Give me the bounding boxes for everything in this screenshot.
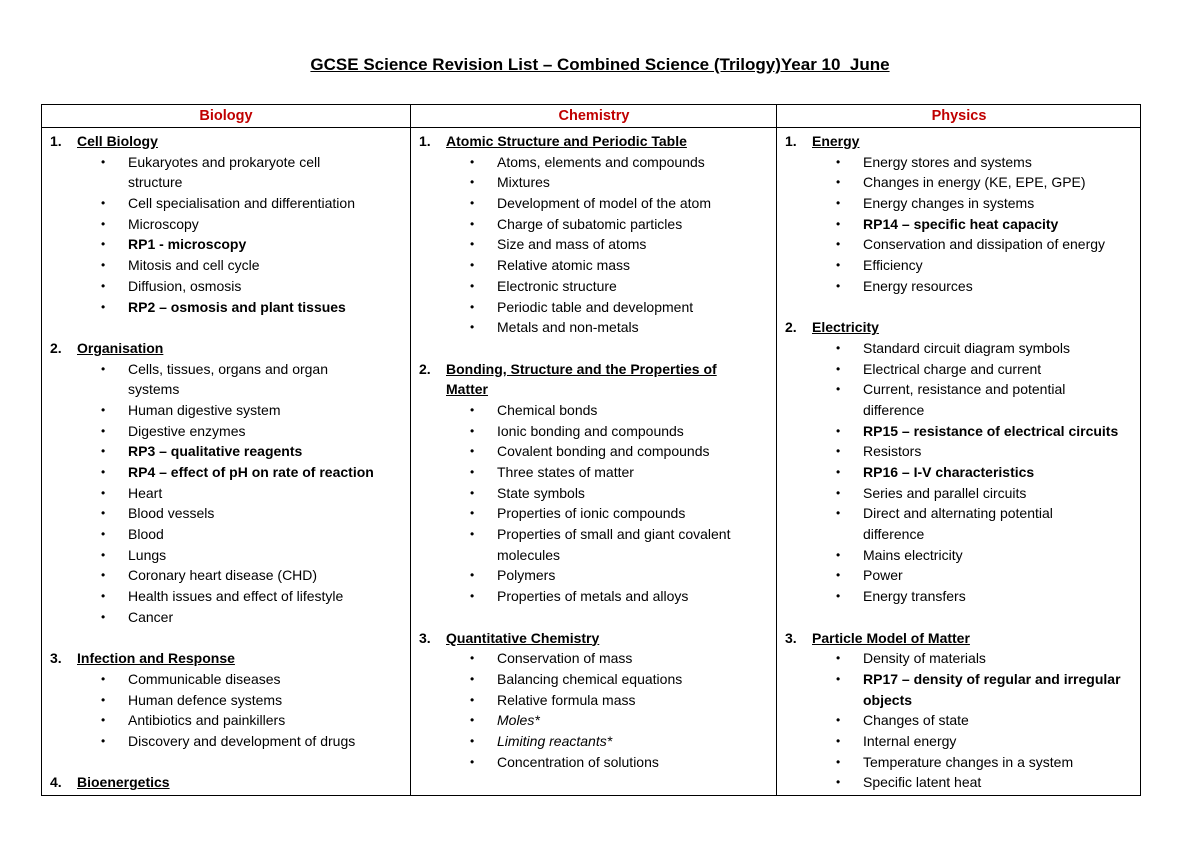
bullet-icon: • — [836, 423, 841, 438]
bullet-icon: • — [470, 589, 475, 604]
bullet-icon: • — [101, 692, 106, 707]
bullet-icon: • — [101, 154, 106, 169]
list-item-text: Digestive enzymes — [128, 422, 246, 439]
list-item-text: Balancing chemical equations — [497, 670, 683, 687]
section-heading — [42, 772, 410, 793]
list-item — [42, 400, 410, 421]
list-item-continued — [42, 172, 410, 193]
list-item — [411, 297, 777, 318]
list-item — [777, 421, 1141, 442]
list-item-text: Changes of state — [863, 712, 969, 729]
section-title: Bonding, Structure and the Properties of — [446, 360, 717, 377]
list-item-continued — [777, 400, 1141, 421]
bullet-icon: • — [101, 713, 106, 728]
bullet-icon: • — [101, 444, 106, 459]
section-spacer — [411, 607, 777, 628]
list-item — [411, 731, 777, 752]
bullet-icon: • — [101, 278, 106, 293]
list-item-text: RP1 - microscopy — [128, 236, 247, 253]
list-item-text: Internal energy — [863, 732, 957, 749]
list-item — [42, 152, 410, 173]
bullet-icon: • — [101, 237, 106, 252]
list-item-text: Energy stores and systems — [863, 153, 1032, 170]
bullet-icon: • — [470, 423, 475, 438]
bullet-icon: • — [470, 237, 475, 252]
list-item — [777, 648, 1141, 669]
list-item-text: Ionic bonding and compounds — [497, 422, 684, 439]
list-item — [777, 565, 1141, 586]
list-item — [411, 441, 777, 462]
list-item — [777, 379, 1141, 400]
bullet-icon: • — [836, 361, 841, 376]
list-item — [777, 669, 1141, 690]
list-item — [411, 421, 777, 442]
bullet-icon: • — [470, 196, 475, 211]
list-item-text: Atoms, elements and compounds — [497, 153, 705, 170]
bullet-icon: • — [101, 485, 106, 500]
list-item — [42, 731, 410, 752]
list-item-text: Polymers — [497, 567, 556, 584]
list-item-text-cont: difference — [863, 526, 925, 543]
list-item-text: Limiting reactants* — [497, 732, 613, 749]
list-item-text: Temperature changes in a system — [863, 753, 1074, 770]
list-item-text: Concentration of solutions — [497, 753, 659, 770]
bullet-icon: • — [836, 278, 841, 293]
section-number: 3. — [785, 629, 797, 646]
list-item-text: Relative formula mass — [497, 691, 636, 708]
bullet-icon: • — [470, 402, 475, 417]
list-item-text: Eukaryotes and prokaryote cell — [128, 153, 321, 170]
bullet-icon: • — [101, 258, 106, 273]
bullet-icon: • — [101, 671, 106, 686]
list-item-text: Periodic table and development — [497, 298, 694, 315]
list-item-text: Changes in energy (KE, EPE, GPE) — [863, 174, 1086, 191]
chemistry-column — [410, 105, 777, 795]
bullet-icon: • — [101, 423, 106, 438]
list-item-text: RP14 – specific heat capacity — [863, 215, 1059, 232]
list-item — [411, 193, 777, 214]
list-item-text: Blood vessels — [128, 505, 215, 522]
list-item-text: Density of materials — [863, 650, 986, 667]
bullet-icon: • — [101, 361, 106, 376]
list-item — [42, 690, 410, 711]
list-item — [42, 669, 410, 690]
column-body — [42, 128, 410, 793]
list-item — [777, 193, 1141, 214]
bullet-icon: • — [470, 175, 475, 190]
section-heading — [42, 648, 410, 669]
list-item-text: Three states of matter — [497, 464, 634, 480]
section-number: 1. — [419, 133, 431, 149]
list-item-text: Current, resistance and potential — [863, 381, 1066, 398]
section-title: Infection and Response — [77, 650, 235, 667]
list-item-text: Cancer — [128, 608, 174, 625]
bullet-icon: • — [836, 465, 841, 479]
list-item — [777, 276, 1141, 297]
section-spacer — [777, 297, 1141, 318]
bullet-icon: • — [470, 692, 475, 707]
list-item-text: Mixtures — [497, 174, 550, 191]
list-item-text: Energy changes in systems — [863, 195, 1035, 212]
list-item — [42, 462, 410, 483]
bullet-icon: • — [470, 216, 475, 231]
column-body — [777, 128, 1141, 793]
list-item — [42, 297, 410, 318]
list-item — [777, 545, 1141, 566]
list-item-text: RP4 – effect of pH on rate of reaction — [128, 464, 374, 480]
section-title: Bioenergetics — [77, 774, 170, 791]
bullet-icon: • — [470, 568, 475, 583]
list-item — [42, 234, 410, 255]
list-item — [411, 565, 777, 586]
list-item-text: Conservation and dissipation of energy — [863, 236, 1106, 253]
section-title: Atomic Structure and Periodic Table — [446, 133, 687, 149]
section-number: 2. — [419, 360, 431, 377]
list-item — [777, 586, 1141, 607]
list-item — [411, 586, 777, 607]
bullet-icon: • — [836, 713, 841, 728]
list-item-text: RP2 – osmosis and plant tissues — [128, 298, 346, 315]
bullet-icon: • — [101, 506, 106, 521]
list-item — [42, 359, 410, 380]
list-item — [411, 483, 777, 504]
list-item-text: Diffusion, osmosis — [128, 277, 242, 294]
list-item-text-cont: molecules — [497, 546, 561, 563]
list-item — [411, 669, 777, 690]
list-item — [411, 648, 777, 669]
list-item-text: RP3 – qualitative reagents — [128, 443, 303, 460]
bullet-icon: • — [836, 589, 841, 604]
list-item-text: Cells, tissues, organs and organ — [128, 360, 328, 377]
list-item — [42, 565, 410, 586]
list-item — [411, 503, 777, 524]
bullet-icon: • — [836, 506, 841, 521]
section-title: Energy — [812, 133, 860, 149]
list-item-text: RP17 – density of regular and irregular — [863, 670, 1121, 687]
list-item — [777, 731, 1141, 752]
section-title: Electricity — [812, 319, 879, 336]
bullet-icon: • — [836, 258, 841, 273]
list-item — [777, 234, 1141, 255]
list-item-text: Electronic structure — [497, 277, 617, 294]
column-header-chemistry: Chemistry — [411, 105, 777, 128]
list-item-text-cont: difference — [863, 401, 925, 418]
list-item-text: Resistors — [863, 443, 922, 460]
bullet-icon: • — [101, 609, 106, 624]
list-item-text: Size and mass of atoms — [497, 236, 647, 253]
list-item-continued — [777, 690, 1141, 711]
list-item-text: RP16 – I-V characteristics — [863, 464, 1035, 480]
list-item-text: Discovery and development of drugs — [128, 732, 356, 749]
list-item-text: Antibiotics and painkillers — [128, 712, 286, 729]
section-heading — [777, 131, 1141, 152]
bullet-icon: • — [836, 651, 841, 666]
bullet-icon: • — [101, 547, 106, 562]
list-item-text: Power — [863, 567, 903, 584]
list-item — [411, 400, 777, 421]
list-item-text: Efficiency — [863, 257, 923, 274]
bullet-icon: • — [101, 196, 106, 211]
list-item-text: Chemical bonds — [497, 401, 598, 418]
list-item-text: Coronary heart disease (CHD) — [128, 567, 318, 584]
section-spacer — [42, 317, 410, 338]
list-item-text: Blood — [128, 526, 164, 543]
section-spacer — [777, 607, 1141, 628]
bullet-icon: • — [470, 299, 475, 314]
physics-column — [776, 105, 1141, 795]
list-item — [42, 255, 410, 276]
section-spacer — [42, 628, 410, 649]
bullet-icon: • — [836, 775, 841, 790]
list-item — [42, 441, 410, 462]
bullet-icon: • — [836, 733, 841, 748]
list-item — [42, 421, 410, 442]
bullet-icon: • — [470, 671, 475, 686]
list-item — [777, 503, 1141, 524]
section-number: 3. — [419, 629, 431, 646]
list-item — [411, 317, 777, 338]
list-item-text: Properties of ionic compounds — [497, 505, 686, 522]
section-title: Organisation — [77, 339, 164, 356]
bullet-icon: • — [470, 651, 475, 666]
bullet-icon: • — [836, 485, 841, 500]
list-item-text-cont: systems — [128, 381, 180, 398]
bullet-icon: • — [470, 527, 475, 542]
list-item-text: Direct and alternating potential — [863, 505, 1053, 522]
list-item-text: Energy transfers — [863, 588, 966, 605]
list-item — [42, 524, 410, 545]
list-item-text: Relative atomic mass — [497, 257, 631, 274]
list-item-text: Electrical charge and current — [863, 360, 1042, 377]
section-heading — [411, 359, 777, 380]
bullet-icon: • — [836, 237, 841, 252]
bullet-icon: • — [470, 506, 475, 521]
list-item — [411, 690, 777, 711]
list-item — [411, 214, 777, 235]
section-title: Particle Model of Matter — [812, 629, 970, 646]
page-title: GCSE Science Revision List – Combined Science (Trilogy)Year 10 June — [310, 55, 890, 74]
section-spacer — [42, 752, 410, 773]
list-item — [42, 214, 410, 235]
bullet-icon: • — [470, 258, 475, 273]
list-item-text: Conservation of mass — [497, 650, 633, 667]
section-title-cont: Matter — [446, 381, 489, 398]
list-item-text: Microscopy — [128, 215, 199, 232]
list-item — [411, 462, 777, 483]
section-number: 2. — [785, 319, 797, 336]
list-item-text: Properties of small and giant covalent — [497, 526, 731, 543]
list-item-text: Communicable diseases — [128, 670, 281, 687]
bullet-icon: • — [836, 547, 841, 562]
list-item — [42, 545, 410, 566]
bullet-icon: • — [836, 444, 841, 459]
bullet-icon: • — [470, 754, 475, 769]
bullet-icon: • — [470, 465, 475, 479]
bullet-icon: • — [836, 196, 841, 211]
list-item — [411, 710, 777, 731]
section-number: 3. — [50, 650, 62, 667]
list-item-text: Development of model of the atom — [497, 195, 712, 212]
section-heading — [42, 131, 410, 152]
list-item — [42, 710, 410, 731]
bullet-icon: • — [836, 154, 841, 169]
section-number: 2. — [50, 339, 62, 356]
list-item — [42, 483, 410, 504]
section-heading — [42, 338, 410, 359]
bullet-icon: • — [836, 382, 841, 397]
list-item — [777, 441, 1141, 462]
section-spacer — [411, 338, 777, 359]
bullet-icon: • — [836, 216, 841, 231]
list-item — [411, 752, 777, 773]
list-item-text: Mitosis and cell cycle — [128, 257, 260, 274]
list-item-text: RP15 – resistance of electrical circuits — [863, 422, 1119, 439]
list-item — [411, 276, 777, 297]
list-item — [777, 172, 1141, 193]
bullet-icon: • — [101, 527, 106, 542]
bullet-icon: • — [101, 299, 106, 314]
list-item — [42, 607, 410, 628]
list-item — [42, 503, 410, 524]
bullet-icon: • — [470, 278, 475, 293]
section-heading — [777, 628, 1141, 649]
list-item — [42, 586, 410, 607]
list-item-text: Cell specialisation and differentiation — [128, 195, 355, 212]
list-item-text: State symbols — [497, 484, 585, 501]
list-item-text: Mains electricity — [863, 546, 963, 563]
section-title: Quantitative Chemistry — [446, 629, 600, 646]
list-item — [42, 193, 410, 214]
list-item-text: Human defence systems — [128, 691, 283, 708]
list-item-text-cont: structure — [128, 174, 183, 191]
bullet-icon: • — [101, 733, 106, 748]
bullet-icon: • — [470, 444, 475, 459]
list-item — [777, 462, 1141, 483]
list-item — [777, 772, 1141, 793]
section-number: 1. — [50, 133, 62, 149]
section-title: Cell Biology — [77, 133, 158, 149]
list-item-text: Properties of metals and alloys — [497, 588, 689, 605]
list-item-text: Human digestive system — [128, 401, 281, 418]
list-item-text: Metals and non-metals — [497, 319, 639, 336]
bullet-icon: • — [470, 320, 475, 335]
biology-column — [42, 105, 410, 795]
list-item — [777, 338, 1141, 359]
list-item-continued — [42, 379, 410, 400]
revision-table — [41, 104, 1141, 796]
bullet-icon: • — [101, 465, 106, 479]
list-item-continued — [777, 524, 1141, 545]
list-item — [411, 524, 777, 545]
column-header-biology: Biology — [42, 105, 410, 128]
bullet-icon: • — [470, 154, 475, 169]
list-item — [777, 214, 1141, 235]
bullet-icon: • — [836, 175, 841, 190]
bullet-icon: • — [470, 485, 475, 500]
column-body — [411, 128, 777, 772]
list-item-text: Moles* — [497, 712, 540, 729]
list-item — [411, 172, 777, 193]
section-number: 1. — [785, 133, 797, 149]
section-heading — [411, 131, 777, 152]
list-item-text: Lungs — [128, 546, 167, 563]
column-header-physics: Physics — [777, 105, 1141, 128]
bullet-icon: • — [470, 713, 475, 728]
list-item-text: Series and parallel circuits — [863, 484, 1027, 501]
bullet-icon: • — [836, 754, 841, 769]
list-item-text: Energy resources — [863, 277, 973, 294]
section-heading — [777, 317, 1141, 338]
list-item — [777, 710, 1141, 731]
bullet-icon: • — [836, 671, 841, 686]
list-item — [777, 152, 1141, 173]
list-item-text: Covalent bonding and compounds — [497, 443, 710, 460]
list-item — [411, 234, 777, 255]
bullet-icon: • — [101, 568, 106, 583]
section-heading — [411, 628, 777, 649]
list-item-continued — [411, 545, 777, 566]
list-item — [777, 752, 1141, 773]
bullet-icon: • — [470, 733, 475, 748]
list-item-text: Standard circuit diagram symbols — [863, 339, 1070, 356]
list-item — [411, 255, 777, 276]
list-item-text: Specific latent heat — [863, 774, 982, 791]
list-item — [411, 152, 777, 173]
list-item-text: Heart — [128, 484, 163, 501]
list-item — [42, 276, 410, 297]
list-item-text-cont: objects — [863, 691, 913, 708]
bullet-icon: • — [101, 216, 106, 231]
list-item — [777, 483, 1141, 504]
bullet-icon: • — [101, 402, 106, 417]
list-item — [777, 359, 1141, 380]
section-title-continued — [411, 379, 777, 400]
bullet-icon: • — [836, 568, 841, 583]
bullet-icon: • — [836, 340, 841, 355]
list-item-text: Charge of subatomic particles — [497, 215, 683, 232]
list-item-text: Health issues and effect of lifestyle — [128, 588, 344, 605]
section-number: 4. — [50, 774, 62, 791]
bullet-icon: • — [101, 589, 106, 604]
list-item — [777, 255, 1141, 276]
